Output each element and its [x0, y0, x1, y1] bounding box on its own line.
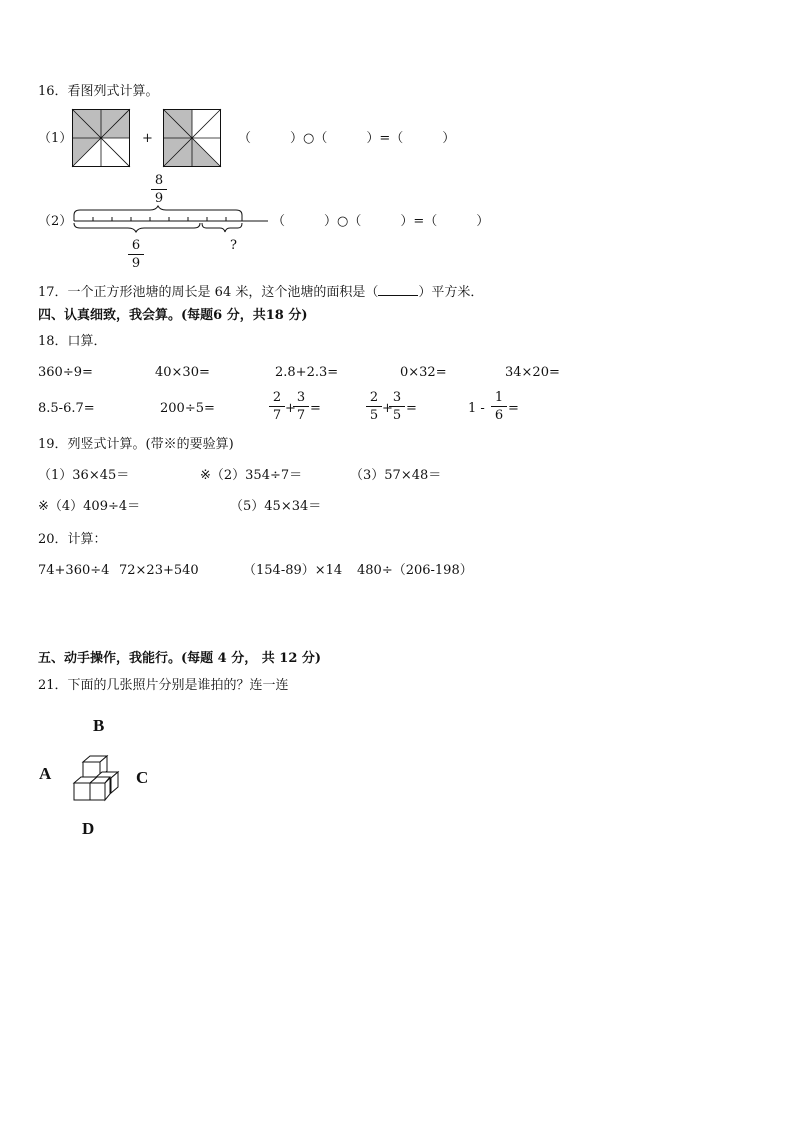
q19-item-1: （1）36×45＝ — [38, 468, 130, 483]
q20-item-4: 480÷（206-198） — [357, 563, 473, 578]
q18-item-5: 34×20= — [505, 365, 560, 380]
q19-item-2: ※（2）354÷7＝ — [200, 468, 303, 483]
q18-frac-3-7: 3 7 — [293, 390, 309, 423]
q18-item-4: 0×32= — [400, 365, 447, 380]
q21-label-b: B — [93, 716, 105, 735]
q16-plus-sign: + — [142, 131, 153, 146]
q18-one-minus: 1 - — [468, 401, 485, 416]
q17-line — [38, 283, 483, 301]
q18-item-6: 8.5-6.7= — [38, 401, 95, 416]
q18-eq-3: = — [508, 401, 519, 416]
q16-part1-blanks[interactable]: （ ）○（ ）=（ ） — [238, 131, 456, 146]
q17-answer-blank[interactable] — [378, 283, 418, 296]
q18-frac-3-5: 3 5 — [389, 390, 405, 423]
q18-eq-1: = — [310, 401, 321, 416]
q16-part1-label: （1） — [38, 131, 73, 146]
q16-question-mark: ? — [230, 238, 237, 253]
section4-title: 四、认真细致，我会算。(每题6 分，共18 分) — [38, 308, 308, 323]
q18-item-3: 2.8+2.3= — [275, 365, 339, 380]
q16-top-fraction: 8 9 — [151, 173, 167, 206]
q19-title: 19．列竖式计算。(带※的要验算) — [38, 437, 234, 452]
q16-part2-label: （2） — [38, 214, 73, 229]
q20-item-1: 74+360÷4 — [38, 563, 110, 578]
q21-label-d: D — [82, 819, 95, 838]
q18-item-2: 40×30= — [155, 365, 210, 380]
section5-title: 五、动手操作，我能行。(每题 4 分， 共 12 分) — [38, 651, 322, 666]
q16-bottom-fraction: 6 9 — [128, 238, 144, 271]
q21-title: 21．下面的几张照片分别是谁拍的？连一连 — [38, 678, 289, 693]
q19-item-3: （3）57×48＝ — [350, 468, 442, 483]
q16-square-left — [72, 109, 130, 167]
q16-part2-blanks[interactable]: （ ）○（ ）=（ ） — [272, 214, 490, 229]
q16-title: 16．看图列式计算。 — [38, 84, 159, 99]
q16-number-line — [72, 206, 272, 236]
q20-item-2: 72×23+540 — [119, 563, 199, 578]
q16-square-right — [163, 109, 221, 167]
q19-item-5: （5）45×34＝ — [230, 499, 322, 514]
q18-frac-2-5: 2 5 — [366, 390, 382, 423]
q18-plus-2: + — [382, 401, 393, 416]
q19-item-4: ※（4）409÷4＝ — [38, 499, 141, 514]
q18-item-7: 200÷5= — [160, 401, 215, 416]
q21-label-c: C — [136, 768, 149, 787]
q18-frac-2-7: 2 7 — [269, 390, 285, 423]
q18-title: 18．口算． — [38, 334, 107, 349]
q20-item-3: （154-89）×14 — [243, 563, 343, 578]
q21-cube-figure — [72, 754, 118, 804]
q18-plus-1: + — [285, 401, 296, 416]
q20-title: 20．计算： — [38, 532, 107, 547]
q17-text-before: 17．一个正方形池塘的周长是 64 米，这个池塘的面积是（ — [38, 285, 379, 300]
q18-frac-1-6: 1 6 — [491, 390, 507, 423]
q18-item-1: 360÷9= — [38, 365, 93, 380]
q21-label-a: A — [39, 764, 52, 783]
q17-text-after: ）平方米． — [418, 285, 484, 300]
q18-eq-2: = — [406, 401, 417, 416]
